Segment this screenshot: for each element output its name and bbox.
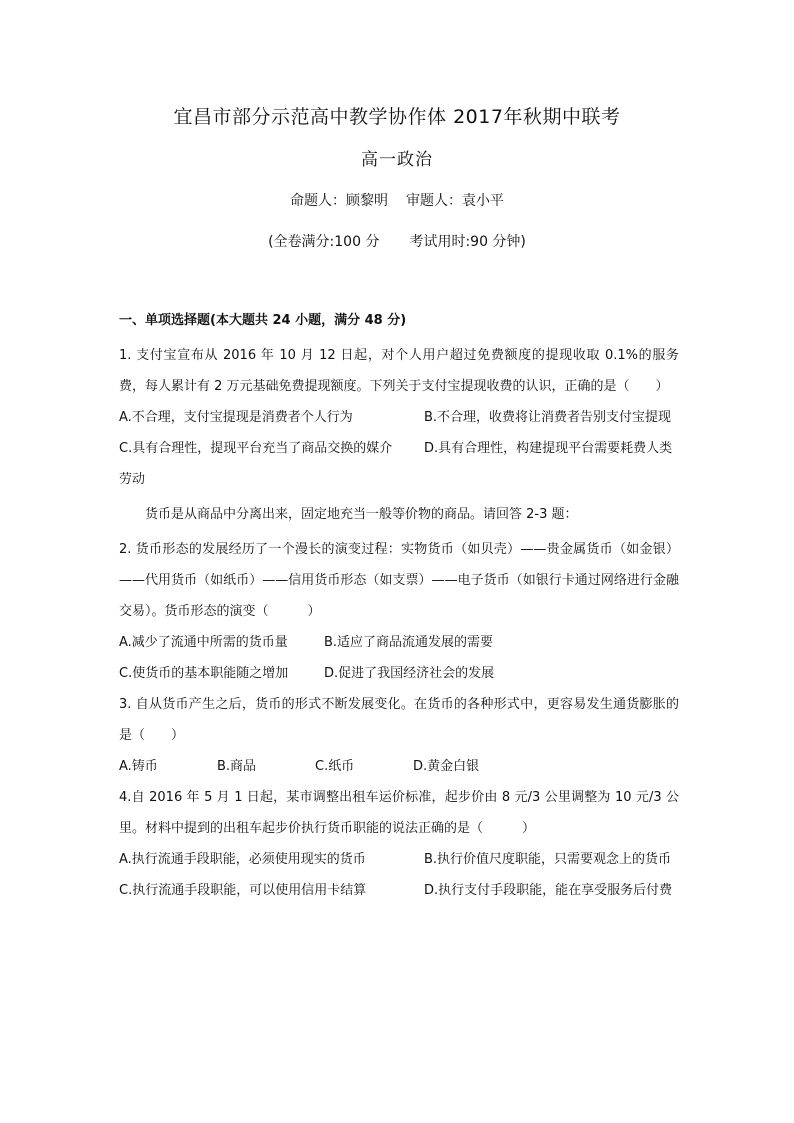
question-4-options-ab (119, 844, 679, 875)
question-1-option-a: A.不合理，支付宝提现是消费者个人行为 (119, 410, 353, 425)
question-2-stem: 2. 货币形态的发展经历了一个漫长的演变过程：实物货币（如贝壳）——贵金属货币（如金银）——代用货币（如纸币）——信用货币形态（如支票）——电子货币（如银行卡通过网络进行金融交易）。货币形态的演变（ ） (119, 542, 679, 619)
question-2-options-ab (119, 627, 679, 658)
question-1-stem: 1. 支付宝宣布从 2016 年 10 月 12 日起，对个人用户超过免费额度的提现收取 0.1%的服务费，每人累计有 2 万元基础免费提现额度。下列关于支付宝提现收费的认识，正确的是（ ） (119, 348, 679, 394)
question-2-option-c: C.使货币的基本职能随之增加 (119, 666, 289, 681)
section-heading: 一、单项选择题(本大题共 24 小题，满分 48 分) (119, 313, 407, 328)
question-1-options-ab (119, 402, 679, 433)
question-1-option-d: D.具有合理性，构建提现平台需要耗费人类劳动 (119, 441, 673, 487)
question-4-option-d: D.执行支付手段职能，能在享受服务后付费 (424, 883, 673, 898)
question-area (119, 310, 679, 906)
question-4-option-c: C.执行流通手段职能，可以使用信用卡结算 (119, 883, 367, 898)
question-3-option-a: A.铸币 (119, 759, 158, 774)
question-3-stem: 3. 自从货币产生之后，货币的形式不断发展变化。在货币的各种形式中，更容易发生通货膨胀的是（ ） (119, 697, 679, 743)
exam-title: 宜昌市部分示范高中教学协作体 2017年秋期中联考 (173, 106, 621, 128)
question-2-option-d: D.促进了我国经济社会的发展 (324, 666, 495, 681)
question-2-options-cd (119, 658, 679, 689)
question-1-option-c: C.具有合理性，提现平台充当了商品交换的媒介 (119, 441, 393, 456)
question-4-option-a: A.执行流通手段职能，必须使用现实的货币 (119, 852, 366, 867)
question-2-option-a: A.减少了流通中所需的货币量 (119, 635, 288, 650)
question-4-options-cd (119, 875, 679, 906)
material-intro: 货币是从商品中分离出来，固定地充当一般等价物的商品。请回答 2-3 题： (145, 507, 578, 522)
exam-meta (0, 231, 794, 253)
question-reviewer: 审题人：袁小平 (406, 193, 504, 209)
question-3-option-d: D.黄金白银 (413, 759, 480, 774)
question-2-option-b: B.适应了商品流通发展的需要 (324, 635, 494, 650)
question-setter: 命题人：顾黎明 (290, 193, 388, 209)
question-1-option-b: B.不合理，收费将让消费者告别支付宝提现 (424, 410, 672, 425)
full-score: (全卷满分:100 分 (268, 234, 380, 250)
question-1-options-cd (119, 433, 679, 495)
exam-subject: 高一政治 (361, 150, 433, 170)
question-3-options (119, 751, 679, 782)
author-line (0, 190, 794, 212)
question-4-option-b: B.执行价值尺度职能，只需要观念上的货币 (424, 852, 672, 867)
exam-time: 考试用时:90 分钟) (409, 234, 526, 250)
question-4-stem: 4.自 2016 年 5 月 1 日起，某市调整出租车运价标准，起步价由 8 元/3 公里调整为 10 元/3 公里。材料中提到的出租车起步价执行货币职能的说法正确的是（ ） (119, 790, 679, 836)
question-3-option-b: B.商品 (217, 759, 257, 774)
question-3-option-c: C.纸币 (315, 759, 355, 774)
